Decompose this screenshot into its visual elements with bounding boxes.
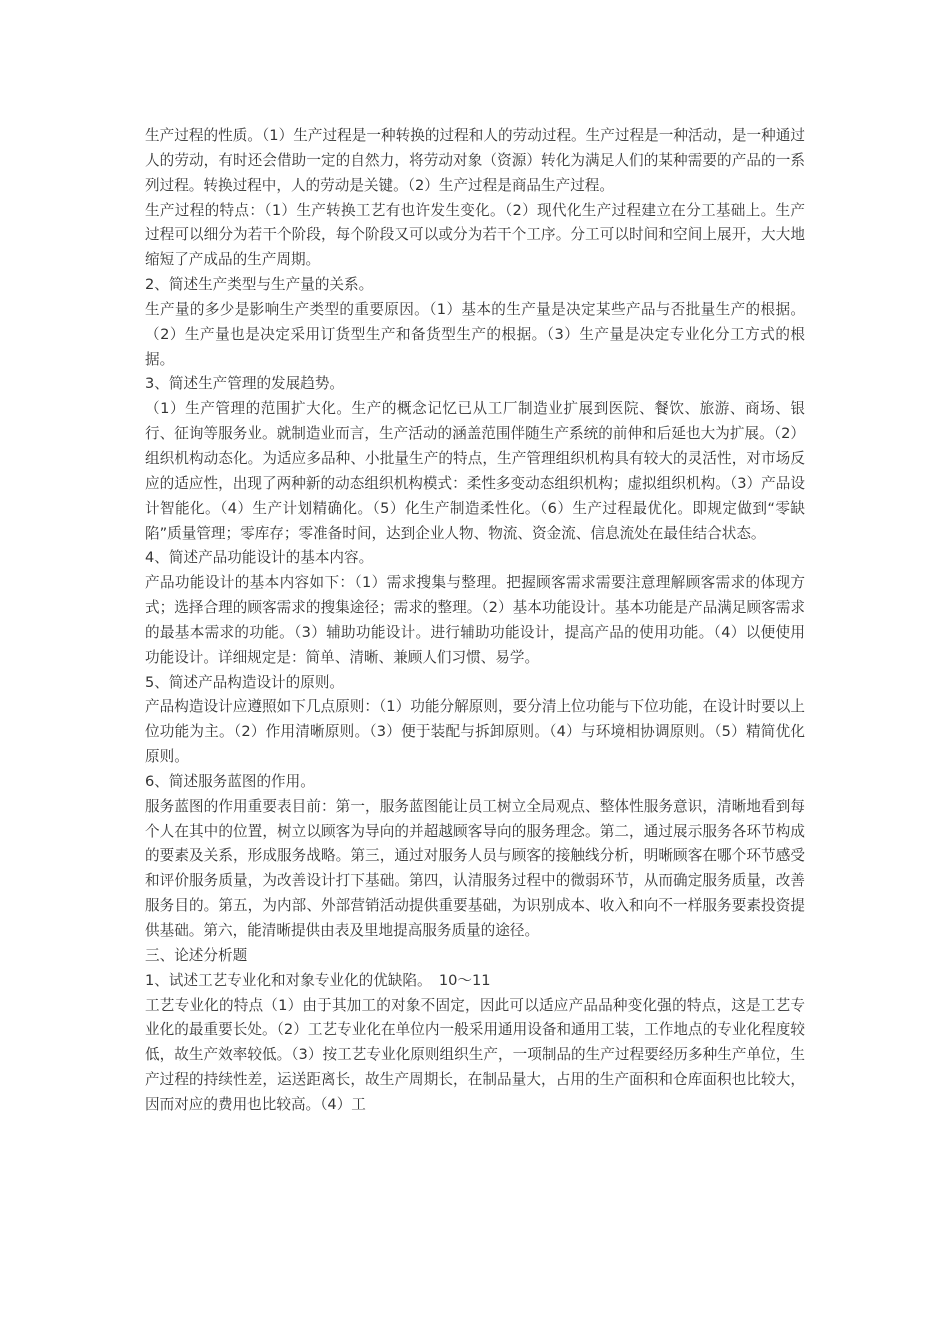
paragraph-answer-2: 生产量的多少是影响生产类型的重要原因。（1）基本的生产量是决定某些产品与否批量生产的根据。（2）生产量也是决定采用订货型生产和备货型生产的根据。（3）生产量是决定专业化分工方式的根据。: [145, 300, 805, 368]
section-heading-3: 三、论述分析题: [145, 946, 248, 964]
paragraph-production-nature: 生产过程的性质。（1）生产过程是一种转换的过程和人的劳动过程。生产过程是一种活动，是一种通过人的劳动，有时还会借助一定的自然力，将劳动对象（资源）转化为满足人们的某种需要的产品的一系列过程。转换过程中，人的劳动是关键。（2）生产过程是商品生产过程。: [145, 127, 805, 194]
question-heading-3: 3、简述生产管理的发展趋势。: [145, 375, 345, 393]
question-heading-essay-1: 1、试述工艺专业化和对象专业化的优缺陷。 10～11: [145, 971, 491, 989]
question-heading-6: 6、简述服务蓝图的作用。: [145, 772, 315, 790]
paragraph-answer-6: 服务蓝图的作用重要表目前：第一，服务蓝图能让员工树立全局观点、整体性服务意识，清晰地看到每个人在其中的位置，树立以顾客为导向的并超越顾客导向的服务理念。第二，通过展示服务各环节构成的要素及关系，形成服务战略。第三，通过对服务人员与顾客的接触线分析，明晰顾客在哪个环节感受和评价服务质量，为改善设计打下基础。第四，认清服务过程中的微弱环节，从而确定服务质量，改善服务目的。第五，为内部、外部营销活动提供重要基础，为识别成本、收入和向不一样服务要素投资提供基础。第六，能清晰提供由表及里地提高服务质量的途径。: [145, 797, 805, 939]
paragraph-production-features: 生产过程的特点：（1）生产转换工艺有也许发生变化。（2）现代化生产过程建立在分工基础上。生产过程可以细分为若干个阶段，每个阶段又可以或分为若干个工序。分工可以时间和空间上展开，大大地缩短了产成品的生产周期。: [145, 201, 805, 269]
paragraph-answer-4: 产品功能设计的基本内容如下：（1）需求搜集与整理。把握顾客需求需要注意理解顾客需求的体现方式；选择合理的顾客需求的搜集途径；需求的整理。（2）基本功能设计。基本功能是产品满足顾客需求的最基本需求的功能。（3）辅助功能设计。进行辅助功能设计，提高产品的使用功能。（4）以便使用功能设计。详细规定是：简单、清晰、兼顾人们习惯、易学。: [145, 574, 805, 666]
question-heading-2: 2、简述生产类型与生产量的关系。: [145, 276, 374, 294]
paragraph-answer-5: 产品构造设计应遵照如下几点原则：（1）功能分解原则，要分清上位功能与下位功能，在设计时要以上位功能为主。（2）作用清晰原则。（3）便于装配与拆卸原则。（4）与环境相协调原则。（5）精简优化原则。: [145, 698, 805, 766]
document-page: [145, 124, 805, 1118]
question-heading-5: 5、简述产品构造设计的原则。: [145, 673, 345, 691]
paragraph-answer-3: （1）生产管理的范围扩大化。生产的概念记忆已从工厂制造业扩展到医院、餐饮、旅游、商场、银行、征询等服务业。就制造业而言，生产活动的涵盖范围伴随生产系统的前伸和后延也大为扩展。（2）组织机构动态化。为适应多品种、小批量生产的特点，生产管理组织机构具有较大的灵活性，对市场反应的适应性，出现了两种新的动态组织机构模式：柔性多变动态组织机构；虚拟组织机构。（3）产品设计智能化。（4）生产计划精确化。（5）化生产制造柔性化。（6）生产过程最优化。即规定做到“零缺陷”质量管理；零库存；零准备时间，达到企业人物、物流、资金流、信息流处在最佳结合状态。: [145, 400, 805, 542]
paragraph-essay-1: 工艺专业化的特点（1）由于其加工的对象不固定，因此可以适应产品品种变化强的特点，这是工艺专业化的最重要长处。（2）工艺专业化在单位内一般采用通用设备和通用工装，工作地点的专业化程度较低，故生产效率较低。（3）按工艺专业化原则组织生产，一项制品的生产过程要经历多种生产单位，生产过程的持续性差，运送距离长，故生产周期长，在制品量大，占用的生产面积和仓库面积也比较大，因而对应的费用也比较高。（4）工: [145, 996, 805, 1113]
question-heading-4: 4、简述产品功能设计的基本内容。: [145, 549, 374, 567]
